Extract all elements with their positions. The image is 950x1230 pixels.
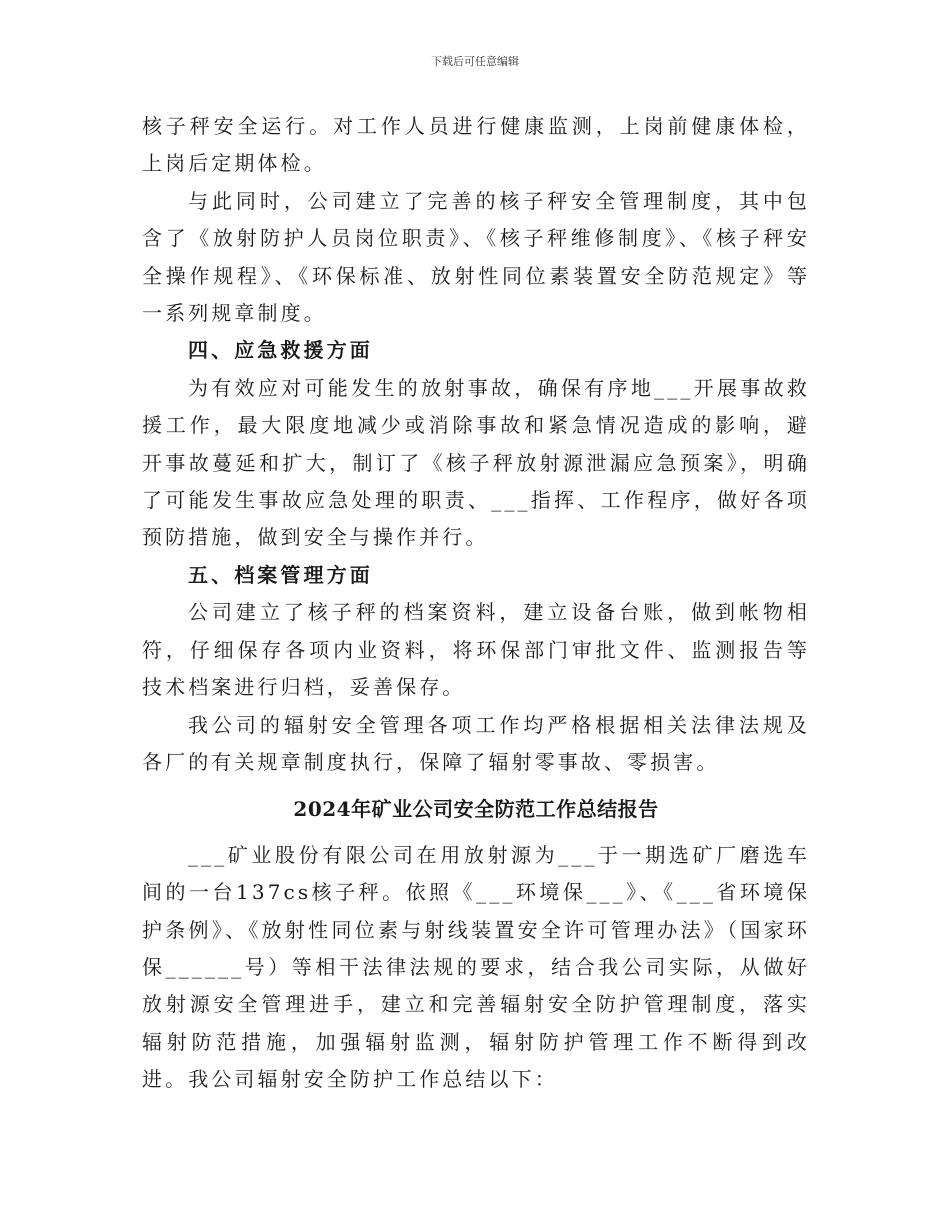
section-heading-archives: 五、档案管理方面 (188, 562, 373, 587)
page-header-note: 下载后可任意编辑 (431, 55, 519, 68)
paragraph-report-intro: ___矿业股份有限公司在用放射源为___于一期选矿厂磨选车间的一台137cs核子秤。依照《___环境保___》、《___省环境保护条例》、《放射性同位素与射线装置安全许可管理办法》（国家环保______号）等相干法律法规的要求，结合我公司实际，从做好放射源安全管理进手，建立和完善辐射安全防护管理制度，落实辐射防范措施，加强辐射监测，辐射防护管理工作不断得到改进。我公司辐射安全防护工作总结以下： (142, 842, 810, 1092)
paragraph-management-system: 与此同时，公司建立了完善的核子秤安全管理制度，其中包含了《放射防护人员岗位职责》、《核子秤维修制度》、《核子秤安全操作规程》、《环保标准、放射性同位素装置安全防范规定》等一系列规章制度。 (142, 188, 810, 326)
section-heading-emergency: 四、应急救援方面 (188, 338, 373, 363)
paragraph-compliance: 我公司的辐射安全管理各项工作均严格根据相关法律法规及各厂的有关规章制度执行，保障了辐射零事故、零损害。 (142, 712, 810, 774)
document-body (142, 108, 810, 1099)
paragraph-emergency: 为有效应对可能发生的放射事故，确保有序地___开展事故救援工作，最大限度地减少或消除事故和紧急情况造成的影响，避开事故蔓延和扩大，制订了《核子秤放射源泄漏应急预案》，明确了可能发生事故应急处理的职责、___指挥、工作程序，做好各项预防措施，做到安全与操作并行。 (142, 375, 810, 550)
paragraph-archives: 公司建立了核子秤的档案资料，建立设备台账，做到帐物相符，仔细保存各项内业资料，将环保部门审批文件、监测报告等技术档案进行归档，妥善保存。 (142, 600, 810, 700)
paragraph-health-monitoring: 核子秤安全运行。对工作人员进行健康监测，上岗前健康体检，上岗后定期体检。 (142, 114, 810, 176)
report-title: 2024年矿业公司安全防范工作总结报告 (293, 797, 659, 822)
